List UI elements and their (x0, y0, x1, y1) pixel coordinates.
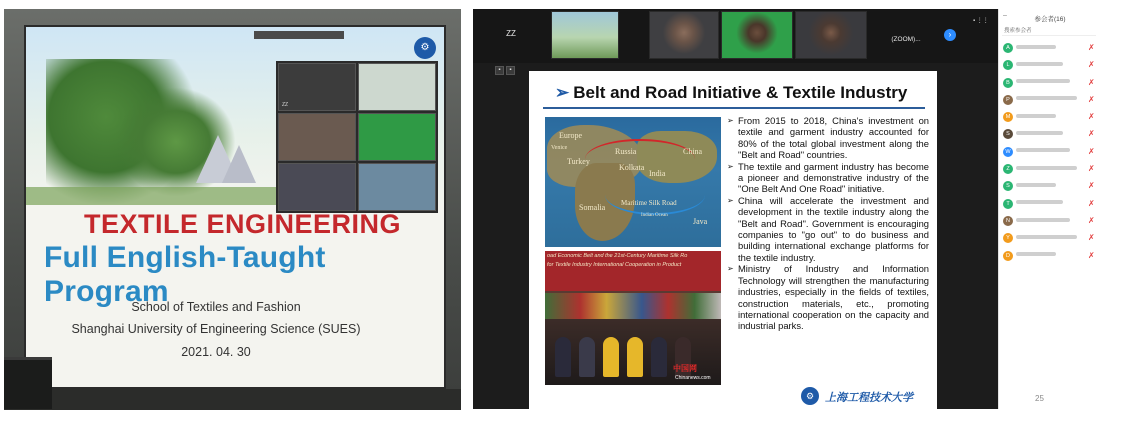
person (555, 337, 571, 377)
participant-name-placeholder (1016, 130, 1086, 136)
participant-list (1002, 40, 1100, 265)
participant-name-placeholder (1016, 44, 1086, 50)
avatar: W (1003, 147, 1013, 157)
map-label: Kolkata (619, 163, 645, 172)
zoom-window (473, 9, 998, 409)
banner-text: oad Economic Belt and the 21st-Century Maritime Silk Ro (547, 253, 688, 259)
university-logo-icon: ⚙ (801, 387, 819, 405)
view-options-icon[interactable]: ▪ ⋮⋮ (973, 18, 989, 24)
avatar: D (1003, 251, 1013, 261)
map-label: Venice (551, 145, 568, 151)
video-tile[interactable] (721, 11, 793, 59)
video-tile[interactable] (795, 11, 867, 59)
video-feed (552, 12, 618, 58)
avatar: T (1003, 199, 1013, 209)
avatar: P (1003, 95, 1013, 105)
shared-slide (529, 71, 937, 409)
bullet-item: ➢ Ministry of Industry and Information Technology will strengthen the manufacturing industries, especially in the fields of textiles, construction materials, etc., promoting international cooperation on the capacity and industrial parks. (727, 263, 929, 331)
participant-name-placeholder (1016, 182, 1086, 188)
flags (545, 293, 721, 319)
ceremony-banner (545, 251, 721, 291)
avatar: Y (1003, 233, 1013, 243)
video-feed (722, 12, 792, 58)
projector-screen (26, 27, 444, 387)
watermark: Chinanews.com (675, 375, 711, 381)
participant-row[interactable] (1002, 109, 1100, 126)
participant-name-placeholder (1016, 113, 1086, 119)
participant-row[interactable] (1002, 75, 1100, 92)
slide-title-text: Belt and Road Initiative & Textile Industry (573, 83, 908, 102)
map-label: China (683, 147, 703, 156)
person (603, 337, 619, 377)
bullet-item: ➢ The textile and garment industry has become a pioneer and demonstrative industry of the "One Belt And One Road" initiative. (727, 161, 929, 195)
video-tile (358, 163, 436, 211)
video-feed (796, 12, 866, 58)
muted-mic-icon[interactable]: ✗ (1088, 181, 1095, 191)
watermark: 中国网 (673, 364, 697, 373)
video-tile (278, 113, 356, 161)
university-name: Shanghai University of Engineering Science (SUES) (71, 322, 361, 336)
muted-mic-icon[interactable]: ✗ (1088, 233, 1095, 243)
video-tile (358, 63, 436, 111)
title-line2: Full English-Taught Program (44, 241, 326, 308)
participant-row[interactable] (1002, 213, 1100, 230)
ceremony-photo (545, 251, 721, 385)
participant-name-placeholder (1016, 217, 1086, 223)
bullet-item: ➢ From 2015 to 2018, China's investment on textile and garment industry accounted for 80% of the total global investment along the "Belt and Road" countries. (727, 115, 929, 161)
avatar: S (1003, 181, 1013, 191)
projector-photo (4, 9, 461, 410)
muted-mic-icon[interactable]: ✗ (1088, 146, 1095, 156)
share-control-icon[interactable]: ▪ (506, 66, 515, 75)
avatar: N (1003, 216, 1013, 226)
floor (4, 389, 461, 410)
video-tile (358, 113, 436, 161)
tile-label: ZZ (282, 102, 289, 108)
video-tile[interactable] (551, 11, 619, 59)
participant-name-placeholder (1016, 165, 1086, 171)
share-control-icon[interactable]: ▪ (495, 66, 504, 75)
banner-text: for Textile Industry International Cooperation in Product (547, 262, 682, 268)
avatar: L (1003, 60, 1013, 70)
map-label: India (649, 169, 666, 178)
muted-mic-icon[interactable]: ✗ (1088, 94, 1095, 104)
university-name-cn: 上海工程技术大学 (825, 392, 913, 404)
muted-mic-icon[interactable]: ✗ (1088, 250, 1095, 260)
screen-topbar (254, 31, 344, 39)
video-tile-name-only[interactable] (873, 11, 939, 59)
participant-row[interactable] (1002, 196, 1100, 213)
pyramid-building (222, 145, 256, 183)
participant-name-placeholder (1016, 200, 1086, 206)
tile-name: (ZOOM)... (891, 36, 921, 43)
video-tile (278, 163, 356, 211)
participant-row[interactable] (1002, 126, 1100, 143)
map-label: Indian Ocean (641, 213, 668, 218)
map-label: Java (693, 217, 708, 226)
participant-name-placeholder (1016, 96, 1086, 102)
participant-name-placeholder (1016, 234, 1086, 240)
participant-name-placeholder (1016, 252, 1086, 258)
muted-mic-icon[interactable]: ✗ (1088, 129, 1095, 139)
muted-mic-icon[interactable]: ✗ (1088, 112, 1095, 122)
video-tile-name-only[interactable] (475, 11, 547, 59)
participant-row[interactable] (1002, 92, 1100, 109)
participant-row[interactable] (1002, 161, 1100, 178)
participant-row[interactable] (1002, 178, 1100, 195)
avatar: Z (1003, 164, 1013, 174)
participant-row[interactable] (1002, 248, 1100, 265)
university-logo-icon: ⚙ (414, 37, 436, 59)
next-page-button[interactable]: › (944, 29, 956, 41)
avatar: M (1003, 112, 1013, 122)
muted-mic-icon[interactable]: ✗ (1088, 198, 1095, 208)
video-tile (278, 63, 356, 111)
tile-name: ZZ (506, 29, 516, 38)
sea-route (605, 175, 705, 215)
person (579, 337, 595, 377)
map-label: Europe (559, 131, 583, 140)
monitor (4, 357, 52, 409)
participant-row[interactable] (1002, 57, 1100, 74)
video-tile[interactable] (649, 11, 719, 59)
video-strip (473, 9, 998, 63)
muted-mic-icon[interactable]: ✗ (1088, 164, 1095, 174)
participant-name-placeholder (1016, 61, 1086, 67)
panel-title: 参会者(16) (1034, 16, 1066, 23)
title-line1: TEXTILE ENGINEERING (84, 209, 402, 239)
muted-mic-icon[interactable]: ✗ (1088, 43, 1095, 52)
muted-mic-icon[interactable]: ✗ (1088, 215, 1095, 225)
person (651, 337, 667, 377)
avatar: A (1003, 43, 1013, 53)
bullet-list (727, 115, 929, 332)
arrow-bullet-icon: ➢ (555, 83, 570, 102)
map-label: Russia (615, 147, 637, 156)
participant-row[interactable] (1002, 144, 1100, 161)
lawn (26, 187, 286, 205)
participant-search-input[interactable]: 搜索参会者 (1002, 26, 1096, 36)
participants-panel (998, 9, 1100, 409)
muted-mic-icon[interactable]: ✗ (1088, 77, 1095, 87)
map-label: Maritime Silk Road (621, 199, 677, 207)
minimize-icon[interactable]: – (1003, 12, 1007, 19)
land-route (585, 139, 695, 179)
participant-row[interactable] (1002, 40, 1100, 57)
silk-road-map (545, 117, 721, 247)
participant-row[interactable] (1002, 230, 1100, 247)
bullet-item: ➢ China will accelerate the investment and development in the textile industry along the "Belt and Road". Government is encouraging companies to "go out" to do business and building international exchange platforms for the textile industry. (727, 195, 929, 263)
avatar: S (1003, 129, 1013, 139)
map-label: Somalia (579, 203, 606, 212)
slide-title (555, 83, 907, 103)
projected-zoom-gallery (276, 61, 438, 213)
participant-name-placeholder (1016, 79, 1086, 85)
title-underline (543, 107, 925, 109)
school-name: School of Textiles and Fashion (131, 300, 301, 314)
participant-name-placeholder (1016, 148, 1086, 154)
map-label: Turkey (567, 157, 590, 166)
avatar: B (1003, 78, 1013, 88)
video-feed (650, 12, 718, 58)
person (627, 337, 643, 377)
muted-mic-icon[interactable]: ✗ (1088, 60, 1095, 70)
page-indicator: 25 (1035, 394, 1044, 403)
date: 2021. 04. 30 (181, 345, 251, 359)
